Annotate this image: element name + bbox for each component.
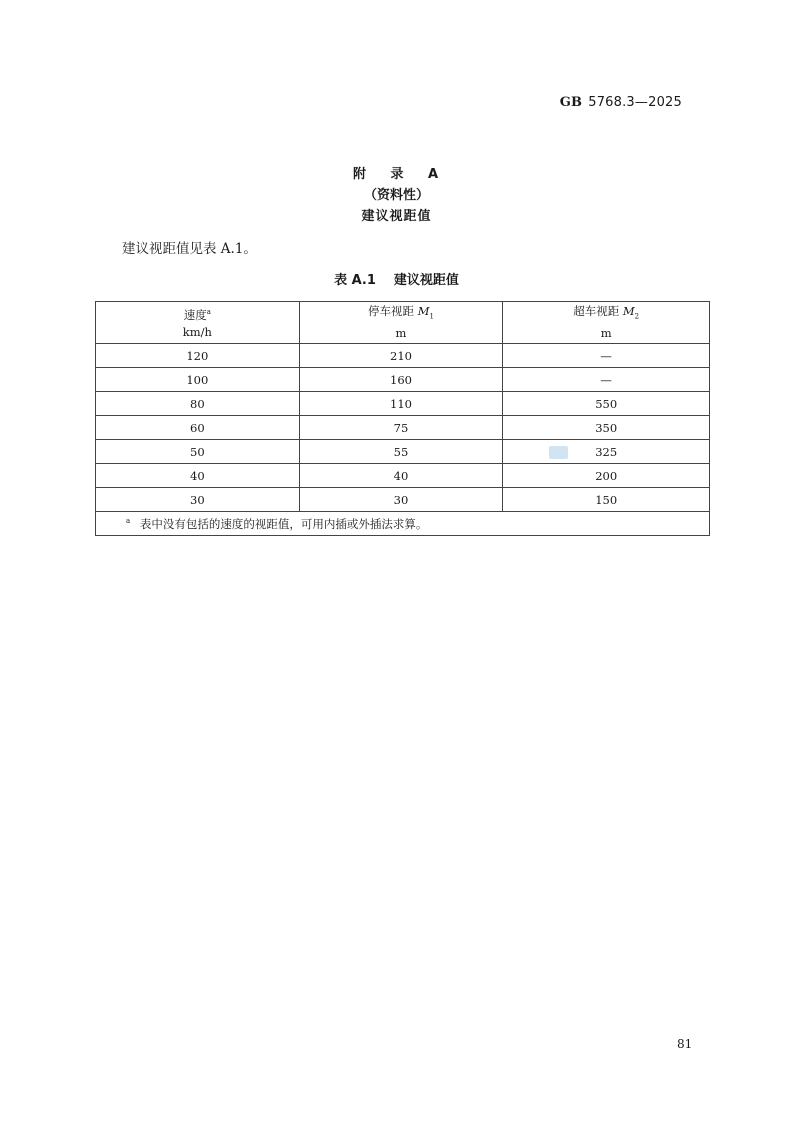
cell-stopping: 55 [299, 440, 503, 464]
standard-prefix: GB [559, 95, 583, 110]
header-stopping-unit: m [395, 326, 407, 341]
cell-speed: 30 [96, 488, 300, 512]
cell-passing: 325 [503, 440, 710, 464]
cell-speed: 40 [96, 464, 300, 488]
standard-code: 5768.3—2025 [588, 95, 682, 110]
cell-speed: 100 [96, 368, 300, 392]
table-row [96, 440, 710, 464]
header-stopping-distance [299, 302, 503, 344]
appendix-heading [0, 164, 793, 227]
cell-passing: — [503, 344, 710, 368]
header-speed [96, 302, 300, 344]
header-passing-distance [503, 302, 710, 344]
header-stopping-label: 停车视距 [368, 303, 418, 318]
table-footnote [96, 512, 710, 536]
cell-passing: 550 [503, 392, 710, 416]
table-row [96, 488, 710, 512]
standard-number [560, 95, 682, 110]
cell-stopping: 110 [299, 392, 503, 416]
table-caption-number: 表 A.1 [334, 273, 376, 288]
cell-passing: 150 [503, 488, 710, 512]
header-speed-unit: km/h [182, 324, 212, 339]
sight-distance-table [95, 301, 710, 536]
footnote-mark: a [126, 516, 131, 525]
cell-stopping: 160 [299, 368, 503, 392]
table-row [96, 368, 710, 392]
footnote-text: 表中没有包括的速度的视距值，可用内插或外插法求算。 [139, 516, 428, 531]
header-passing-label: 超车视距 [573, 303, 623, 318]
header-passing-unit: m [600, 326, 612, 341]
table-row [96, 392, 710, 416]
cell-passing: 200 [503, 464, 710, 488]
cell-passing: 350 [503, 416, 710, 440]
cell-speed: 60 [96, 416, 300, 440]
appendix-name: 建议视距值 [361, 209, 432, 224]
header-stopping-subscript: 1 [429, 312, 434, 321]
table-row [96, 416, 710, 440]
table-footnote-row [96, 512, 710, 536]
header-stopping-symbol: M [417, 303, 430, 318]
cell-stopping: 75 [299, 416, 503, 440]
table-caption [0, 269, 793, 288]
cell-stopping: 40 [299, 464, 503, 488]
table-header-row [96, 302, 710, 344]
appendix-nature: （资料性） [363, 188, 429, 203]
table-row [96, 344, 710, 368]
cell-speed: 50 [96, 440, 300, 464]
cell-passing: — [503, 368, 710, 392]
header-speed-label: 速度 [183, 307, 207, 322]
cell-stopping: 30 [299, 488, 503, 512]
cell-speed: 80 [96, 392, 300, 416]
intro-paragraph: 建议视距值见表 A.1。 [122, 241, 257, 257]
page-number: 81 [677, 1037, 693, 1051]
header-passing-subscript: 2 [634, 312, 640, 321]
appendix-title: 附 录 A [352, 167, 449, 182]
watermark-logo [549, 446, 568, 459]
table-row [96, 464, 710, 488]
table-caption-title: 建议视距值 [393, 273, 459, 288]
cell-stopping: 210 [299, 344, 503, 368]
footnote-ref-mark: a [206, 308, 211, 317]
cell-speed: 120 [96, 344, 300, 368]
header-passing-symbol: M [622, 303, 635, 318]
